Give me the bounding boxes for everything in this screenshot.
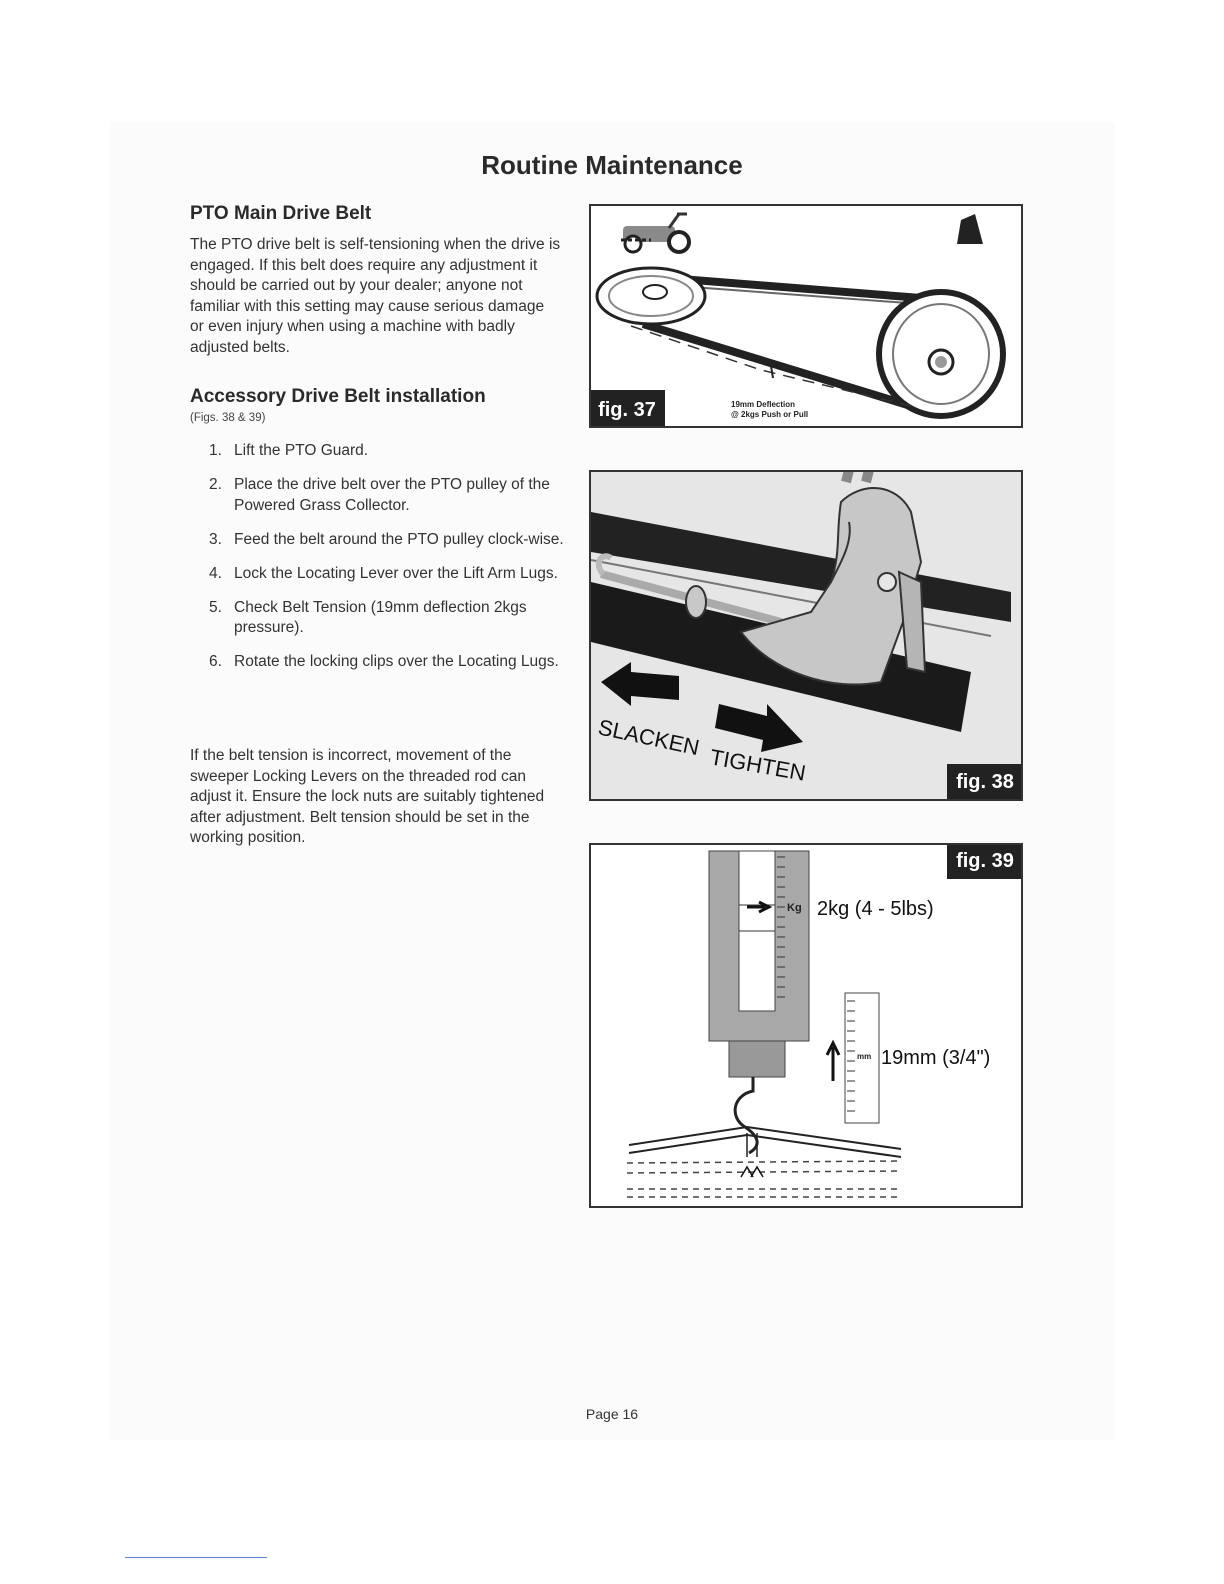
- step-number: 2.: [209, 476, 222, 493]
- kg-unit-label: Kg: [787, 902, 802, 914]
- figure-reference: (Figs. 38 & 39): [190, 412, 266, 424]
- deflection-note-line2: @ 2kgs Push or Pull: [731, 410, 809, 419]
- step-text: Lift the PTO Guard.: [234, 442, 369, 459]
- figure-37: [589, 204, 1023, 428]
- section-heading-accessory-belt: Accessory Drive Belt installation: [190, 386, 486, 407]
- list-item: [190, 441, 570, 462]
- figure-38: [589, 470, 1023, 801]
- tractor-icon: [621, 214, 689, 252]
- slacken-label: SLACKEN: [595, 714, 702, 761]
- locking-lever-illustration: [591, 472, 1021, 799]
- slacken-arrow: [601, 662, 679, 706]
- tighten-arrow: [715, 704, 803, 752]
- deflection-value: 19mm (3/4"): [881, 1047, 991, 1069]
- step-text: Place the drive belt over the PTO pulley of the Powered Grass Collector.: [234, 476, 550, 514]
- tighten-label: TIGHTEN: [708, 744, 808, 786]
- list-item: [190, 598, 570, 639]
- force-value: 2kg (4 - 5lbs): [817, 898, 934, 920]
- step-number: 1.: [209, 442, 222, 459]
- step-number: 4.: [209, 564, 222, 582]
- step-text: Feed the belt around the PTO pulley clock-wise.: [234, 530, 564, 548]
- section-heading-pto-belt: PTO Main Drive Belt: [190, 203, 372, 224]
- page-title: Routine Maintenance: [481, 150, 743, 180]
- tool-icon: [957, 214, 983, 244]
- figure-37-label: fig. 37: [589, 390, 665, 428]
- step-text: Rotate the locking clips over the Locating Lugs.: [234, 653, 559, 670]
- deflected-belt: [629, 1127, 901, 1157]
- installation-steps: [190, 441, 570, 686]
- list-item: [190, 475, 570, 516]
- step-number: 3.: [209, 530, 222, 548]
- page-number: Page 16: [585, 1406, 639, 1422]
- deflection-note-line1: 19mm Deflection: [731, 400, 796, 409]
- list-item: [190, 564, 570, 585]
- figure-39: [589, 843, 1023, 1208]
- mm-unit-label: mm: [857, 1052, 872, 1061]
- step-number: 6.: [209, 653, 222, 670]
- scale-hook: [735, 1077, 757, 1153]
- pto-belt-paragraph: The PTO drive belt is self-tensioning when the drive is engaged. If this belt does require any adjustment it should be carried out by your dealer; anyone not familiar with this setting may cause serious damage or even injury when using a machine with badly adjusted belts.: [190, 236, 561, 356]
- footnote-rule: [125, 1557, 267, 1558]
- step-text: Lock the Locating Lever over the Lift Arm Lugs.: [234, 564, 558, 582]
- tension-gauge-illustration: [591, 845, 1021, 1206]
- step-text: Check Belt Tension (19mm deflection 2kgs pressure).: [234, 598, 527, 636]
- deflection-arrow: [827, 1043, 839, 1081]
- figure-39-label: fig. 39: [947, 843, 1023, 879]
- list-item: [190, 530, 570, 551]
- step-number: 5.: [209, 598, 222, 616]
- tension-paragraph: If the belt tension is incorrect, movement of the sweeper Locking Levers on the threaded rod can adjust it. Ensure the lock nuts are suitably tightened after adjustment. Belt tension should be set in the working position.: [190, 747, 545, 846]
- figure-38-label: fig. 38: [947, 764, 1023, 800]
- list-item: [190, 652, 570, 673]
